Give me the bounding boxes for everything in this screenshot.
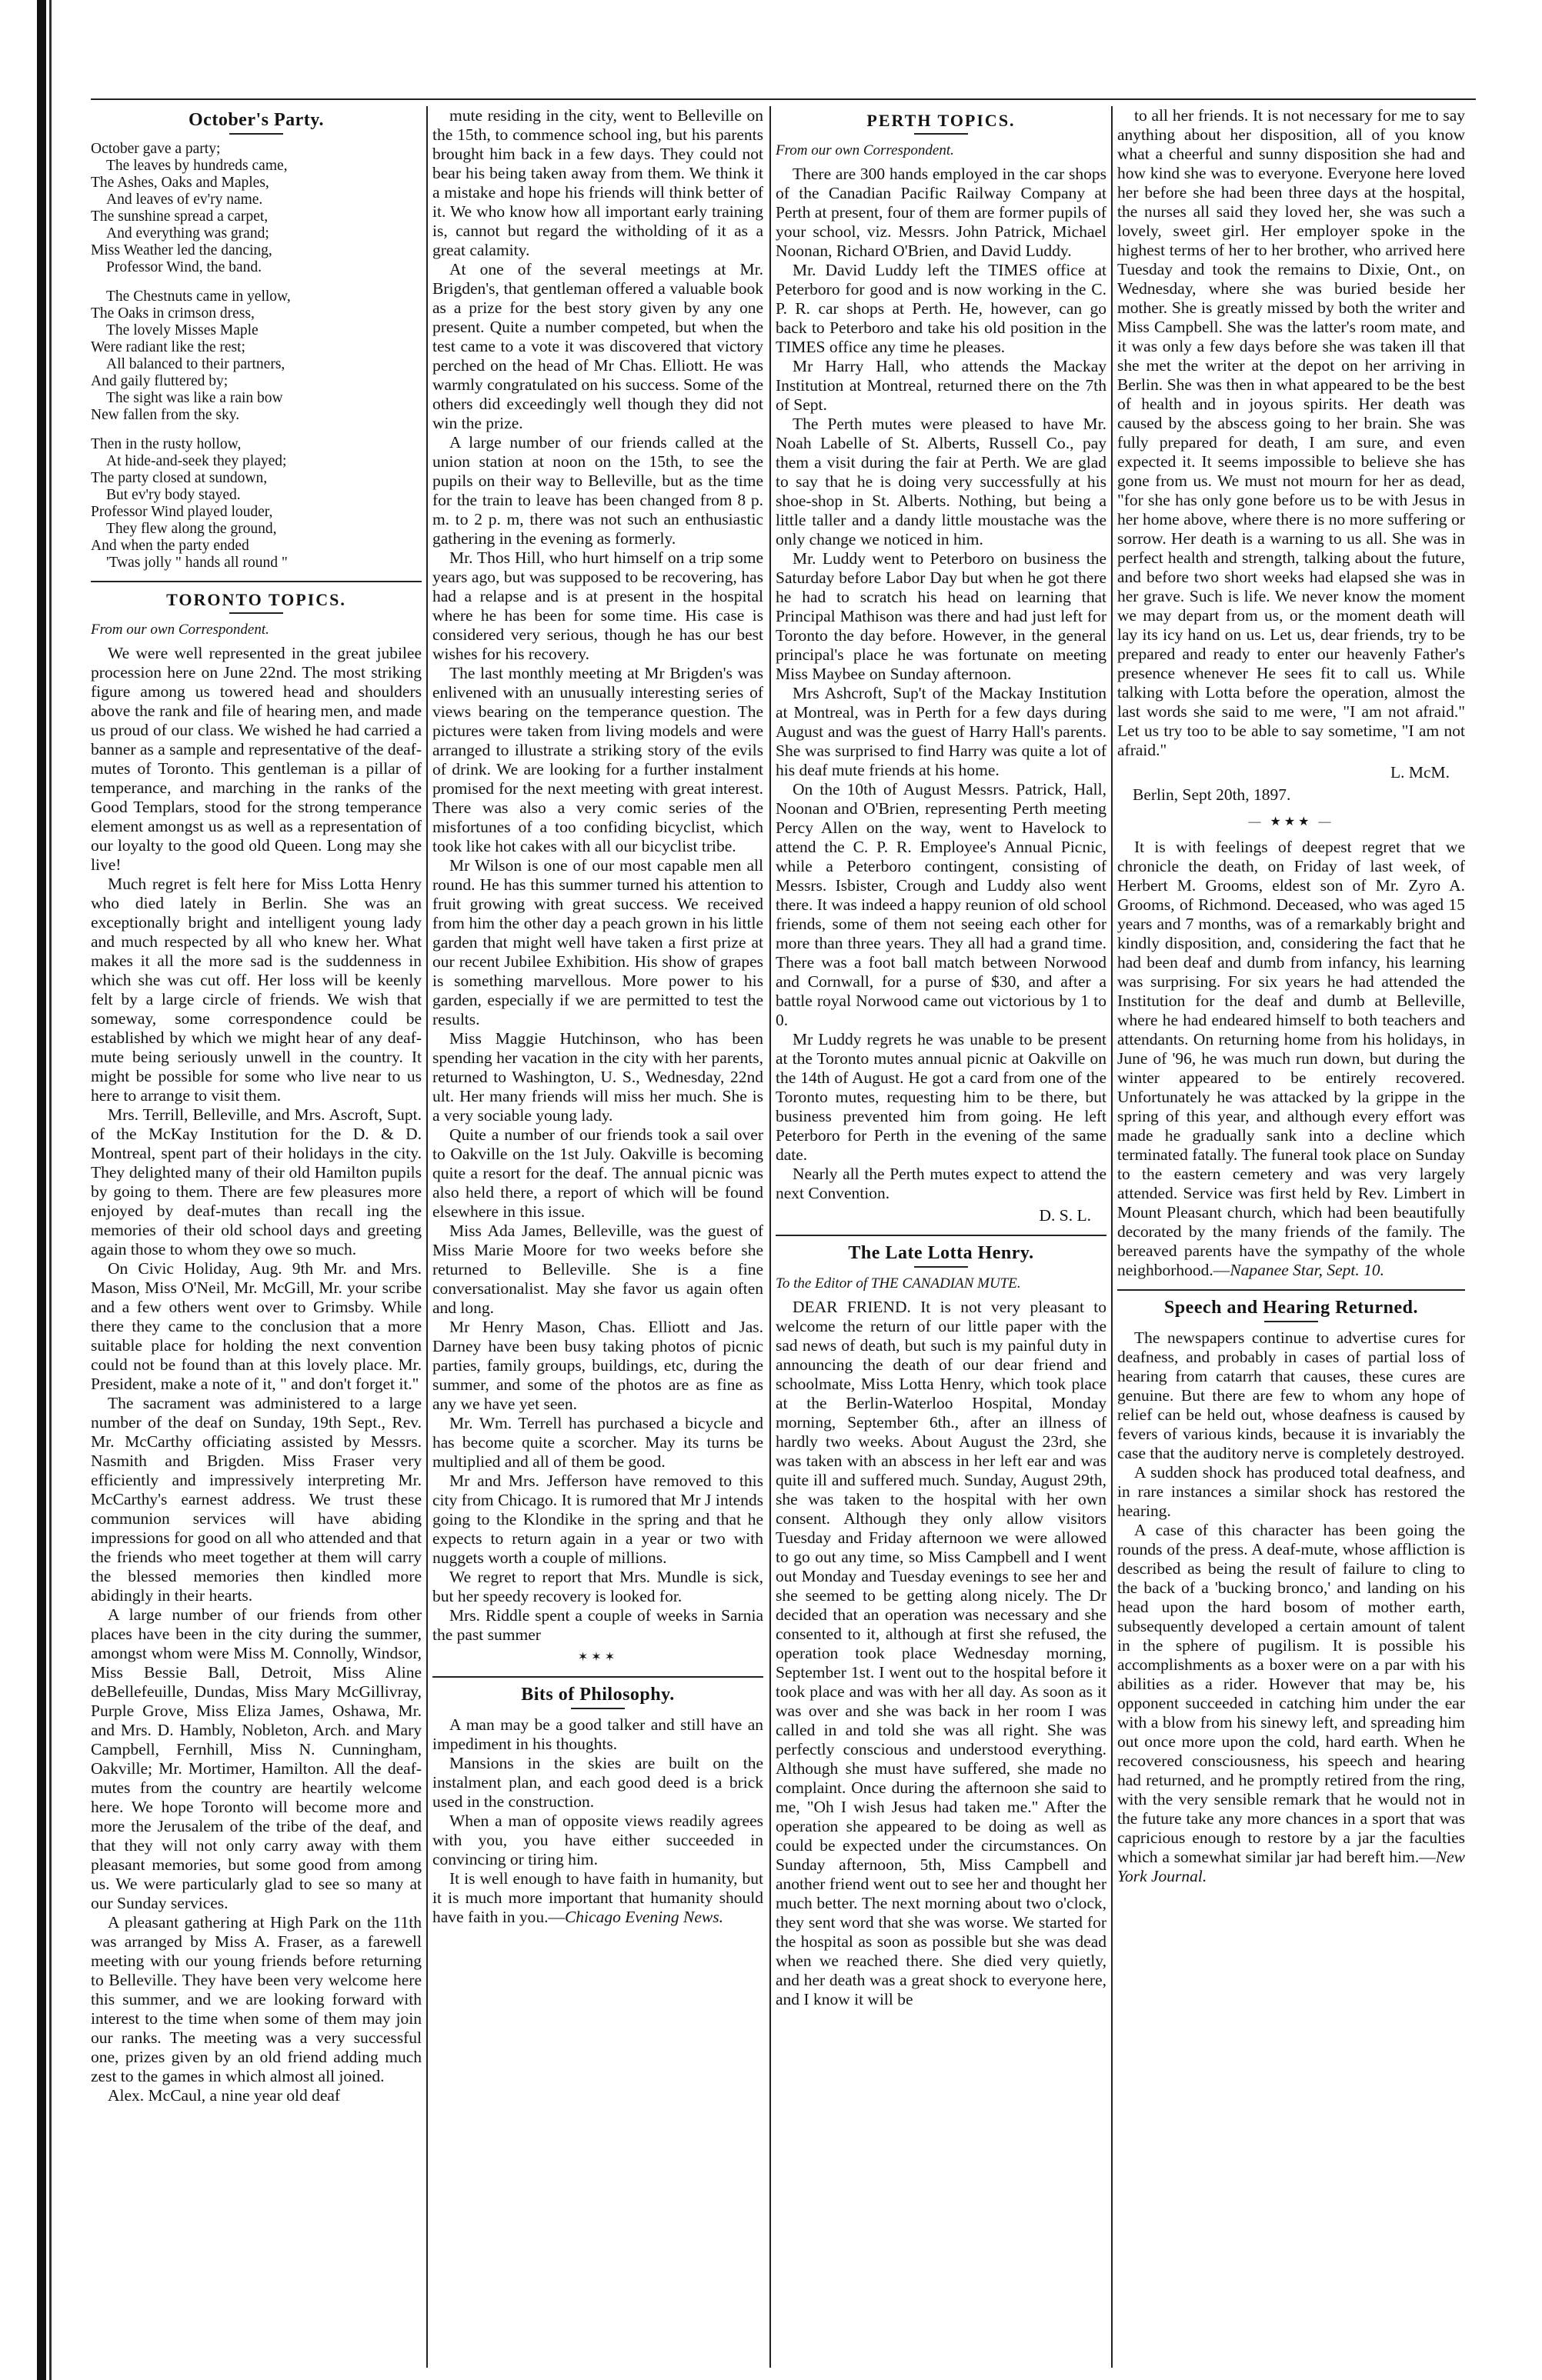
perth-topics-signature: D. S. L. — [1039, 1206, 1091, 1225]
poem-line: New fallen from the sky. — [91, 407, 240, 423]
poem-line: All balanced to their partners, — [106, 356, 285, 372]
paragraph — [776, 415, 1106, 549]
paragraph — [432, 1606, 763, 1645]
paragraph-text: Miss Ada James, Belleville, was the guest of Miss Marie Moore for two weeks before she returned to Belleville. She is a fine conversationalist. May she favor us again often and long. — [432, 1222, 763, 1317]
paragraph — [91, 2086, 422, 2105]
paragraph-text: Miss Maggie Hutchinson, who has been spending her vacation in the city with her parents, returned to Washington, U. S., Wednesday, 22nd ult. Her many friends will miss her much. She is a very sociable young lady. — [432, 1029, 763, 1125]
poem-line: The party closed at sundown, — [91, 470, 268, 486]
paragraph-text: Mr Luddy regrets he was unable to be present at the Toronto mutes annual picnic at Oakville on the 14th of August. He got a card from one of the Toronto mutes, requesting him to be there, but business prevented him from going. He left Peterboro for Perth in the evening of the same date. — [776, 1030, 1106, 1164]
paragraph-text: The newspapers continue to advertise cures for deafness, and probably in cases of partial loss of hearing from catarrh that causes, these cures are genuine. But there are few to whom any hope of relief can be held out, whose deafness is caused by fevers of various kinds, because it is invariably the case that the auditory nerve is completely destroyed. — [1117, 1328, 1465, 1462]
poem-line: The Ashes, Oaks and Maples, — [91, 175, 269, 191]
paragraph-text: A large number of our friends called at the union station at noon on the 15th, to see the pupils on their way to Belleville, but as the time for the train to leave has been changed from 8 p. m. to 2 p. m, there was not such an enthusiastic gathering in the evening as formerly. — [432, 433, 763, 548]
poem-line: And everything was grand; — [106, 225, 269, 242]
toronto-topics-byline: From our own Correspondent. — [91, 622, 269, 638]
paragraph-text: The Perth mutes were pleased to have Mr. Noah Labelle of St. Alberts, Russell Co., pay them a visit during the fair at Perth. We are glad to say that he is doing very successfully at his shoe-shop in St. Alberts. Nothing, but being a little taller and a dandy little moustache was the only change we noticed in him. — [776, 415, 1106, 548]
source-credit: Napanee Star, Sept. 10. — [1230, 1261, 1384, 1279]
top-rule — [91, 98, 1476, 100]
paragraph — [776, 1165, 1106, 1203]
paragraph — [91, 1105, 422, 1259]
perth-topics-title: PERTH TOPICS. — [866, 111, 1016, 130]
binding-edge — [37, 0, 46, 2380]
poem-line: And when the party ended — [91, 538, 249, 554]
paragraph — [432, 664, 763, 856]
poem-line: The Chestnuts came in yellow, — [106, 288, 291, 305]
title-rule — [914, 133, 968, 135]
paragraph — [91, 1394, 422, 1605]
perth-topics-byline: From our own Correspondent. — [776, 142, 954, 158]
grooms-obituary-body — [1117, 838, 1465, 1280]
poem-line: The sunshine spread a carpet, — [91, 208, 269, 225]
stanza-gap — [91, 276, 422, 288]
paragraph-text: Mr. David Luddy left the TIMES office at Peterboro for good and is now working in the C. P. R. car shops at Perth. He, however, can go back to Peterboro and take his old position in the TIMES office any time he pleases. — [776, 261, 1106, 356]
paragraph-text: Mr and Mrs. Jefferson have removed to this city from Chicago. It is rumored that Mr J intends going to the Klondike in the spring and that he expects to return again in a year or two with nuggets worth a couple of millions. — [432, 1472, 763, 1567]
separator-stars: — ★★★ — — [1248, 815, 1334, 828]
speech-body — [1117, 1328, 1465, 1886]
paragraph-text: Mansions in the skies are built on the instalment plan, and each good deed is a brick used in the construction. — [432, 1754, 763, 1811]
poem-line: The leaves by hundreds came, — [106, 158, 288, 174]
paragraph — [1117, 106, 1465, 760]
paragraph-text: Mr. Thos Hill, who hurt himself on a trip some years ago, but was supposed to be recovering, has had a relapse and is at present in the hospital where he has been for some time. His case is considered very serious, though he has our best wishes for his recovery. — [432, 548, 763, 663]
column-divider — [769, 106, 771, 2368]
title-rule — [1264, 1321, 1318, 1322]
poem-line: The sight was like a rain bow — [106, 390, 283, 406]
lotta-henry-dateline: Berlin, Sept 20th, 1897. — [1133, 785, 1291, 804]
column-divider — [1111, 106, 1113, 2368]
poem-line: Then in the rusty hollow, — [91, 436, 242, 452]
bits-title: Bits of Philosophy. — [521, 1685, 675, 1705]
binding-edge-line — [49, 0, 52, 2380]
source-credit: Chicago Evening News. — [564, 1908, 723, 1926]
poem-line: October gave a party; — [91, 141, 221, 157]
paragraph — [91, 1605, 422, 1913]
paragraph — [776, 165, 1106, 261]
paragraph — [432, 1869, 763, 1927]
paragraph-text: Mr Harry Hall, who attends the Mackay Institution at Montreal, returned there on the 7th of Sept. — [776, 357, 1106, 414]
section-rule — [432, 1676, 763, 1678]
paragraph-text: Mr Henry Mason, Chas. Elliott and Jas. Darney have been busy taking photos of picnic parties, family groups, buildings, etc, during the summer, and some of the photos are as fine as any we have yet seen. — [432, 1318, 763, 1413]
paragraph-text: It is with feelings of deepest regret that we chronicle the death, on Friday of last week, of Herbert M. Grooms, eldest son of Mr. Zyro A. Grooms, of Richmond. Deceased, who was aged 15 years and 7 months, was of a remarkably bright and kindly disposition, and, considering the fact that he had been deaf and dumb from infancy, his learning was surprising. For six years he had attended the Institution for the deaf and dumb at Belleville, where he had endeared himself to both teachers and attendants. On returning home from his holidays, in June of '96, he was much run down, but during the winter appeared to be entirely recovered. Unfortunately he was attacked by la grippe in the spring of this year, and although every effort was made he gradually sank into a decline which terminated fatally. The funeral took place on Sunday to the eastern cemetery and was very largely attended. Service was first held by Rev. Limbert in Mount Pleasant church, which had been beautifully decorated by the many friends of the family. The bereaved parents have the sympathy of the whole neighborhood.— — [1117, 838, 1465, 1279]
paragraph-text: There are 300 hands employed in the car shops of the Canadian Pacific Railway Company at Perth at present, four of them are former pupils of your school, viz. Messrs. John Patrick, Michael Noonan, Richard O'Brien, and David Luddy. — [776, 165, 1106, 260]
perth-topics-body — [776, 165, 1106, 1225]
column-2 — [432, 106, 763, 2368]
paragraph-text: to all her friends. It is not necessary for me to say anything about her disposition, all of you know what a cheerful and sunny disposition she had and how kind she was to everyone. Everyone here loved her before she had been three days at the hospital, the nurses all said they loved her, she was such a lovely, sweet girl. Her employer spoke in the highest terms of her to her brother, who arrived here Tuesday and took the remains to Dixie, Ont., on Wednesday, where she was buried beside her mother. She is greatly missed by both the writer and Miss Campbell. She was the latter's room mate, and it was only a few days before she was taken ill that she met the writer at the depot on her arriving in Berlin. She was then in what appeared to be the best of health and in joyous spirits. Her death was caused by the abscess going to her brain. She was fully prepared for death, I am sure, and even expected it. It seems impossible to believe she has gone from us. We must not mourn for her as dead, "for she has only gone before us to be with Jesus in her home above, where there is no more suffering or sorrow. Her death is a warning to us all. She was in perfect health and strength, talking about the future, and before two short weeks had elapsed she was in her grave. Such is life. We never know the moment we may depart from us, or the moment death will lay its icy hand on us. Let us, dear friends, try to be prepared and ready to enter our heavenly Father's presence whenever He sees fit to call us. While talking with Lotta before the operation, almost the last words she said to me were, "I am not afraid." Let us try too to be able to say sometime, "I am not afraid." — [1117, 106, 1465, 759]
column-4 — [1117, 106, 1465, 2368]
paragraph — [432, 106, 763, 260]
paragraph-text: It is well enough to have faith in humanity, but it is much more important that humanity should have faith in you.— — [432, 1869, 763, 1926]
paragraph-text: The sacrament was administered to a large number of the deaf on Sunday, 19th Sept., Rev. Mr. McCarthy officiating assisted by Messrs. Nasmith and Brigden. Miss Fraser very efficiently and impressively interpreting Mr. McCarthy's earnest address. We trust these communion services will have abiding impressions for good on all who attended and that the friends who meet together at them will carry the blessed memories then kindled more abidingly in their hearts. — [91, 1394, 422, 1605]
column-3 — [776, 106, 1106, 2368]
paragraph-text: We regret to report that Mrs. Mundle is sick, but her speedy recovery is looked for. — [432, 1568, 763, 1605]
paragraph-text: mute residing in the city, went to Belleville on the 15th, to commence school ing, but his parents brought him back in a few days. They could not bear his being taken away from them. We think it a mistake and hope his friends will think better of it. We who know how all important early training is, cannot but regard the witholding of it as a great calamity. — [432, 106, 763, 259]
paragraph — [91, 1913, 422, 2086]
paragraph — [432, 1754, 763, 1812]
paragraph-text: DEAR FRIEND. It is not very pleasant to welcome the return of our little paper with the sad news of death, but such is my painful duty in announcing the death of our dear friend and schoolmate, Miss Lotta Henry, which took place at the Berlin-Waterloo Hospital, Monday morning, September 6th., after an illness of hardly two weeks. About August the 23rd, she was taken with an abscess in her left ear and was quite ill and suffered much. Sunday, August 29th, she was taken to the hospital with her own consent. Although they only allow visitors Tuesday and Friday afternoon we were allowed to go out any time, so Miss Campbell and I went out Monday and Tuesday evenings to see her and she seemed to be getting along nicely. The Dr decided that an operation was necessary and she consented to it, although at first she refused, the operation took place Wednesday morning, September 1st. I went out to the hospital before it took place and was with her all day. As soon as it was over and she was back in her room I was called in and told she was all right. She was perfectly conscious and understood everything. Although she must have suffered, she made no complaint. Once during the afternoon she said to me, "Oh I wish Jesus had taken me." After the operation she appeared to be doing as well as could be expected under the circumstances. On Sunday afternoon, 5th, Miss Campbell and another friend went out to see her and thought her much better. The next morning about two o'clock, they sent word that she was worse. We started for the hospital as soon as possible but she was dead when we reached there. She died very quietly, and her death was a great shock to everyone here, and I know it will be — [776, 1298, 1106, 2008]
paragraph-text: Mr Wilson is one of our most capable men all round. He has this summer turned his attention to fruit growing with great success. We received from him the other day a peach grown in his little garden that might well have taken a first prize at our recent Jubilee Exhibition. His show of grapes is something marvellous. More power to his garden, especially if we are permitted to test the results. — [432, 856, 763, 1028]
paragraph — [432, 1125, 763, 1222]
section-rule — [776, 1235, 1106, 1236]
paragraph — [1117, 1328, 1465, 1463]
paragraph-text: Mrs. Riddle spent a couple of weeks in Sarnia the past summer — [432, 1606, 763, 1644]
paragraph-text: We were well represented in the great jubilee procession here on June 22nd. The most striking figure among us towered head and shoulders above the rank and file of hearing men, and made us proud of our class. We wished he had carried a banner as a sample and representative of the deaf-mutes of Toronto. This gentleman is a pillar of temperance, and marching in the ranks of the Good Templars, stood for the strong temperance element amongst us as well as a representation of our loyalty to the good old Queen. Long may she live! — [91, 644, 422, 874]
stanza-gap — [91, 424, 422, 436]
octobers-party-poem — [91, 141, 422, 572]
paragraph — [432, 1812, 763, 1869]
column-divider — [426, 106, 428, 2368]
poem-line: Miss Weather led the dancing, — [91, 242, 272, 258]
paragraph — [91, 1259, 422, 1394]
title-rule — [571, 1708, 625, 1709]
paragraph — [432, 856, 763, 1029]
toronto-topics-continued — [432, 106, 763, 1645]
poem-line: Professor Wind, the band. — [106, 259, 262, 275]
lotta-henry-signature: L. McM. — [1390, 763, 1450, 782]
paragraph-text: Nearly all the Perth mutes expect to attend the next Convention. — [776, 1165, 1106, 1202]
paragraph-text: A case of this character has been going the rounds of the press. A deaf-mute, whose affliction is described as being the result of failure to cling to the back of a 'bucking bronco,' and landing on his head upon the hard bosom of mother earth, subsequently developed a certain amount of talent in the sphere of pugilism. It is possible his accomplishments as a boxer were on a par with his abilities as a rider. However that may be, his opponent succeeded in catching him under the ear with a blow from his sinewy left, and spreading him out once more upon the cold, hard earth. When he recovered consciousness, his speech and hearing had returned, and he promptly retired from the ring, with the very sensible remark that he would not in the future take any more chances in a sport that was capricious enough to restore by a jar the faculties which a somewhat similar jar had bereft him.— — [1117, 1521, 1465, 1866]
paragraph-text: Mr. Wm. Terrell has purchased a bicycle and has become quite a scorcher. May its turns be multiplied and all of them be good. — [432, 1414, 763, 1471]
section-rule — [91, 581, 422, 582]
paragraph-text: Mr. Luddy went to Peterboro on business the Saturday before Labor Day but when he got there he had to scratch his head on learning that Principal Mathison was there and had just left for Toronto the day before. However, in the general principal's place he was fortunate on meeting Miss Maybee on Sunday afternoon. — [776, 549, 1106, 683]
paragraph — [1117, 1521, 1465, 1886]
column-1 — [91, 106, 422, 2368]
poem-line: At hide-and-seek they played; — [106, 453, 287, 469]
paragraph — [776, 780, 1106, 1030]
paragraph-text: A large number of our friends from other places have been in the city during the summer, amongst whom were Miss M. Connolly, Windsor, Miss Bessie Ball, Detroit, Miss Aline deBellefeuille, Dundas, Miss Mary McGillivray, Purple Grove, Miss Eliza James, Oshawa, Mr. and Mrs. D. Hambly, Nobleton, Arch. and Mary Campbell, Fernhill, Miss N. Cunningham, Oakville; Mr. Mortimer, Hamilton. All the deaf-mutes from the country are heartily welcome here. We hope Toronto will become more and more the Jerusalem of the tribe of the deaf, and that they will not only carry away with them pleasant memories, but some good from among us. We were particularly glad to see so many at our Sunday services. — [91, 1605, 422, 1912]
toronto-topics-body — [91, 644, 422, 2105]
source-credit: New York Journal. — [1117, 1848, 1465, 1885]
paragraph — [776, 684, 1106, 780]
paragraph — [91, 644, 422, 875]
paragraph-text: Alex. McCaul, a nine year old deaf — [108, 2086, 341, 2105]
paragraph — [432, 260, 763, 433]
poem-line: 'Twas jolly " hands all round " — [106, 555, 288, 571]
paragraph-text: On the 10th of August Messrs. Patrick, Hall, Noonan and O'Brien, representing Perth meeting Percy Allen on the way, went to Havelock to attend the C. P. R. Employee's Annual Picnic, while a Peterboro contingent, consisting of Messrs. Isbister, Crough and Luddy also went there. It was indeed a happy reunion of old school friends, some of them not seeing each other for more than three years. They all had a grand time. There was a foot ball match between Norwood and Cornwall, for a purse of $30, and after a battle royal Norwood came out victorious by 1 to 0. — [776, 780, 1106, 1029]
paragraph-text: Quite a number of our friends took a sail over to Oakville on the 1st July. Oakville is becoming quite a resort for the deaf. The annual picnic was also held there, a report of which will be found elsewhere in this issue. — [432, 1125, 763, 1221]
title-rule — [229, 133, 283, 135]
paragraph — [432, 1222, 763, 1318]
paragraph-text: The last monthly meeting at Mr Brigden's was enlivened with an unusually interesting series of views bearing on the temperance question. The pictures were taken from living models and were arranged to illustrate a striking story of the evils of drink. We are looking for a further instalment promised for the next meeting with great interest. There was also a very comic series of the misfortunes of a too confiding bicyclist, which took like hot cakes with all our bicyclist tribe. — [432, 664, 763, 855]
paragraph — [776, 261, 1106, 357]
paragraph-text: A pleasant gathering at High Park on the 11th was arranged by Miss A. Fraser, as a farewell meeting with our young friends before returning to Belleville. They have been very welcome here this summer, and we are looking forward with interest to the time when some of them may join our ranks. The meeting was a very successful one, prizes given by an old friend adding much zest to the games in which almost all joined. — [91, 1913, 422, 2085]
title-rule — [229, 612, 283, 614]
paragraph — [432, 548, 763, 664]
bits-body — [432, 1715, 763, 1927]
title-rule — [914, 1266, 968, 1268]
paragraph-text: On Civic Holiday, Aug. 9th Mr. and Mrs. Mason, Miss O'Neil, Mr. McGill, Mr. your scribe and a few others went over to Grimsby. While there they came to the conclusion that a more suitable place for holding the next convention could not be found than at this lovely place. Mr. President, make a note of it, " and don't forget it." — [91, 1259, 422, 1393]
paragraph — [91, 875, 422, 1105]
poem-line: They flew along the ground, — [106, 521, 277, 537]
toronto-topics-title: TORONTO TOPICS. — [166, 590, 346, 609]
section-rule — [1117, 1289, 1465, 1291]
paragraph — [1117, 1463, 1465, 1521]
lotta-henry-continued — [1117, 106, 1465, 760]
paragraph — [432, 1414, 763, 1472]
octobers-party-title: October's Party. — [189, 110, 324, 130]
lotta-henry-byline: To the Editor of THE CANADIAN MUTE. — [776, 1275, 1021, 1292]
paragraph-text: At one of the several meetings at Mr. Brigden's, that gentleman offered a valuable book as a prize for the best story given by any one present. Quite a number competed, but when the test came to a vote it was discovered that victory perched on the head of Mr Chas. Elliott. He was warmly congratulated on his success. Some of the others did exceedingly well though they did not win the prize. — [432, 260, 763, 432]
poem-line: Professor Wind played louder, — [91, 504, 273, 520]
paragraph-text: A man may be a good talker and still have an impediment in his thoughts. — [432, 1715, 763, 1753]
poem-line: The lovely Misses Maple — [106, 322, 259, 338]
paragraph — [432, 1029, 763, 1125]
paragraph — [776, 1298, 1106, 2009]
poem-line: But ev'ry body stayed. — [106, 487, 241, 503]
paragraph — [1117, 838, 1465, 1280]
lotta-henry-body — [776, 1298, 1106, 2009]
separator-stars: ✶✶✶ — [577, 1651, 619, 1664]
lotta-henry-title: The Late Lotta Henry. — [848, 1243, 1034, 1263]
paragraph — [776, 549, 1106, 684]
poem-line: The Oaks in crimson dress, — [91, 305, 255, 322]
poem-line: And leaves of ev'ry name. — [106, 192, 263, 208]
paragraph — [776, 357, 1106, 415]
paragraph — [432, 1715, 763, 1754]
paragraph-text: A sudden shock has produced total deafness, and in rare instances a similar shock has restored the hearing. — [1117, 1463, 1465, 1520]
paragraph-text: Mrs. Terrill, Belleville, and Mrs. Ascroft, Supt. of the McKay Institution for the D. & D. Montreal, spent part of their holidays in the city. They delighted many of their old Hamilton pupils by going to them. There are few pleasures more enjoyed by deaf-mutes than recall ing the memories of their old school days and greeting again those to whom they owe so much. — [91, 1105, 422, 1258]
paragraph — [432, 1318, 763, 1414]
speech-title: Speech and Hearing Returned. — [1163, 1298, 1418, 1318]
poem-line: Were radiant like the rest; — [91, 339, 245, 355]
paragraph-text: When a man of opposite views readily agrees with you, you have either succeeded in convincing or tiring him. — [432, 1812, 763, 1868]
paragraph — [432, 1568, 763, 1606]
paragraph-text: Mrs Ashcroft, Sup't of the Mackay Institution at Montreal, was in Perth for a few days during August and was the guest of Harry Hall's parents. She was surprised to find Harry was quite a lot of his deaf mute friends at his home. — [776, 684, 1106, 779]
paragraph-text: Much regret is felt here for Miss Lotta Henry who died lately in Berlin. She was an exceptionally bright and intelligent young lady and much respected by all who knew her. What makes it all the more sad is the suddenness in which she was cut off. Her loss will be keenly felt by a large circle of friends. We wish that someway, some correspondence could be established by which we might hear of any deaf-mute being seriously unwell in the country. It might be possible for some who live near to us here to arrange to visit them. — [91, 875, 422, 1105]
poem-line: And gaily fluttered by; — [91, 373, 229, 389]
paragraph — [432, 1472, 763, 1568]
paragraph — [776, 1030, 1106, 1165]
paragraph — [432, 433, 763, 548]
